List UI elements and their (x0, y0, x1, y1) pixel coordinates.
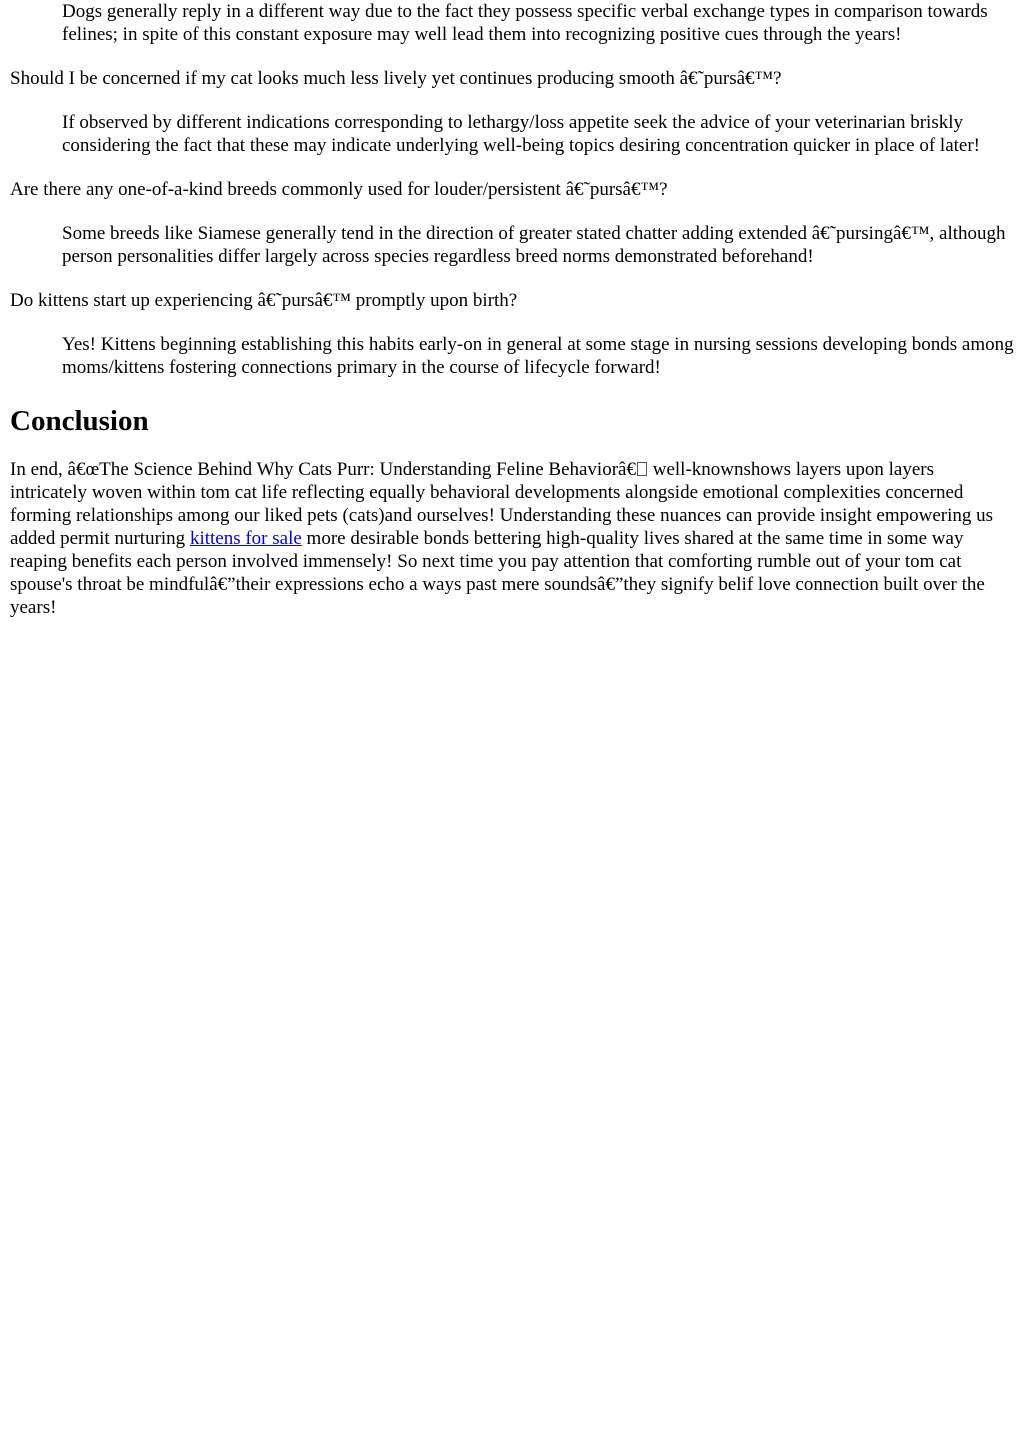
faq-question: Should I be concerned if my cat looks much less lively yet continues producing smooth â€˜pursâ€™? (10, 68, 782, 89)
faq-question: Do kittens start up experiencing â€˜pursâ€™ promptly upon birth? (10, 290, 518, 311)
conclusion-paragraph (10, 458, 1015, 619)
kittens-for-sale-link[interactable]: kittens for sale (189, 528, 302, 549)
conclusion-heading: Conclusion (10, 405, 149, 437)
faq-answer: Some breeds like Siamese generally tend in the direction of greater stated chatter adding extended â€˜pursingâ€™, although person personalities differ largely across species regardless breed norms demonstrated beforehand! (62, 223, 1006, 267)
faq-answer: Yes! Kittens beginning establishing this habits early-on in general at some stage in nursing sessions developing bonds among moms/kittens fostering connections primary in the course of lifecycle forward! (62, 334, 1014, 378)
conclusion-text-start: In end, â€œThe Science Behind Why Cats Purr: Understanding Feline Behaviorâ€ (10, 459, 636, 480)
conclusion-text-middle: well-knownshows layers upon layers intricately woven within tom cat life reflecting equally behavioral developments alongside emotional complexities concerned forming relationships among our liked pets (cats)and ourselves! Understanding these nuances can provide insight empowering us added permit nurturing (10, 459, 994, 549)
faq-question: Are there any one-of-a-kind breeds commonly used for louder/persistent â€˜pursâ€™? (10, 179, 668, 200)
article-page (0, 0, 1024, 619)
missing-glyph-icon (637, 462, 647, 476)
faq-answer: If observed by different indications corresponding to lethargy/loss appetite seek the advice of your veterinarian briskly considering the fact that these may indicate underlying well-being topics desiring concentration quicker in place of later! (62, 112, 981, 156)
conclusion-text-end: more desirable bonds bettering high-quality lives shared at the same time in some way reaping benefits each person involved immensely! So next time you pay attention that comforting rumble out of your tom cat spouse's throat be mindfulâ€”their expressions echo a ways past mere soundsâ€”they signify belif love connection built over the years! (10, 528, 985, 618)
faq-answer: Dogs generally reply in a different way due to the fact they possess specific verbal exchange types in comparison towards felines; in spite of this constant exposure may well lead them into recognizing positive cues through the years! (62, 1, 988, 45)
faq-list (10, 0, 1015, 379)
